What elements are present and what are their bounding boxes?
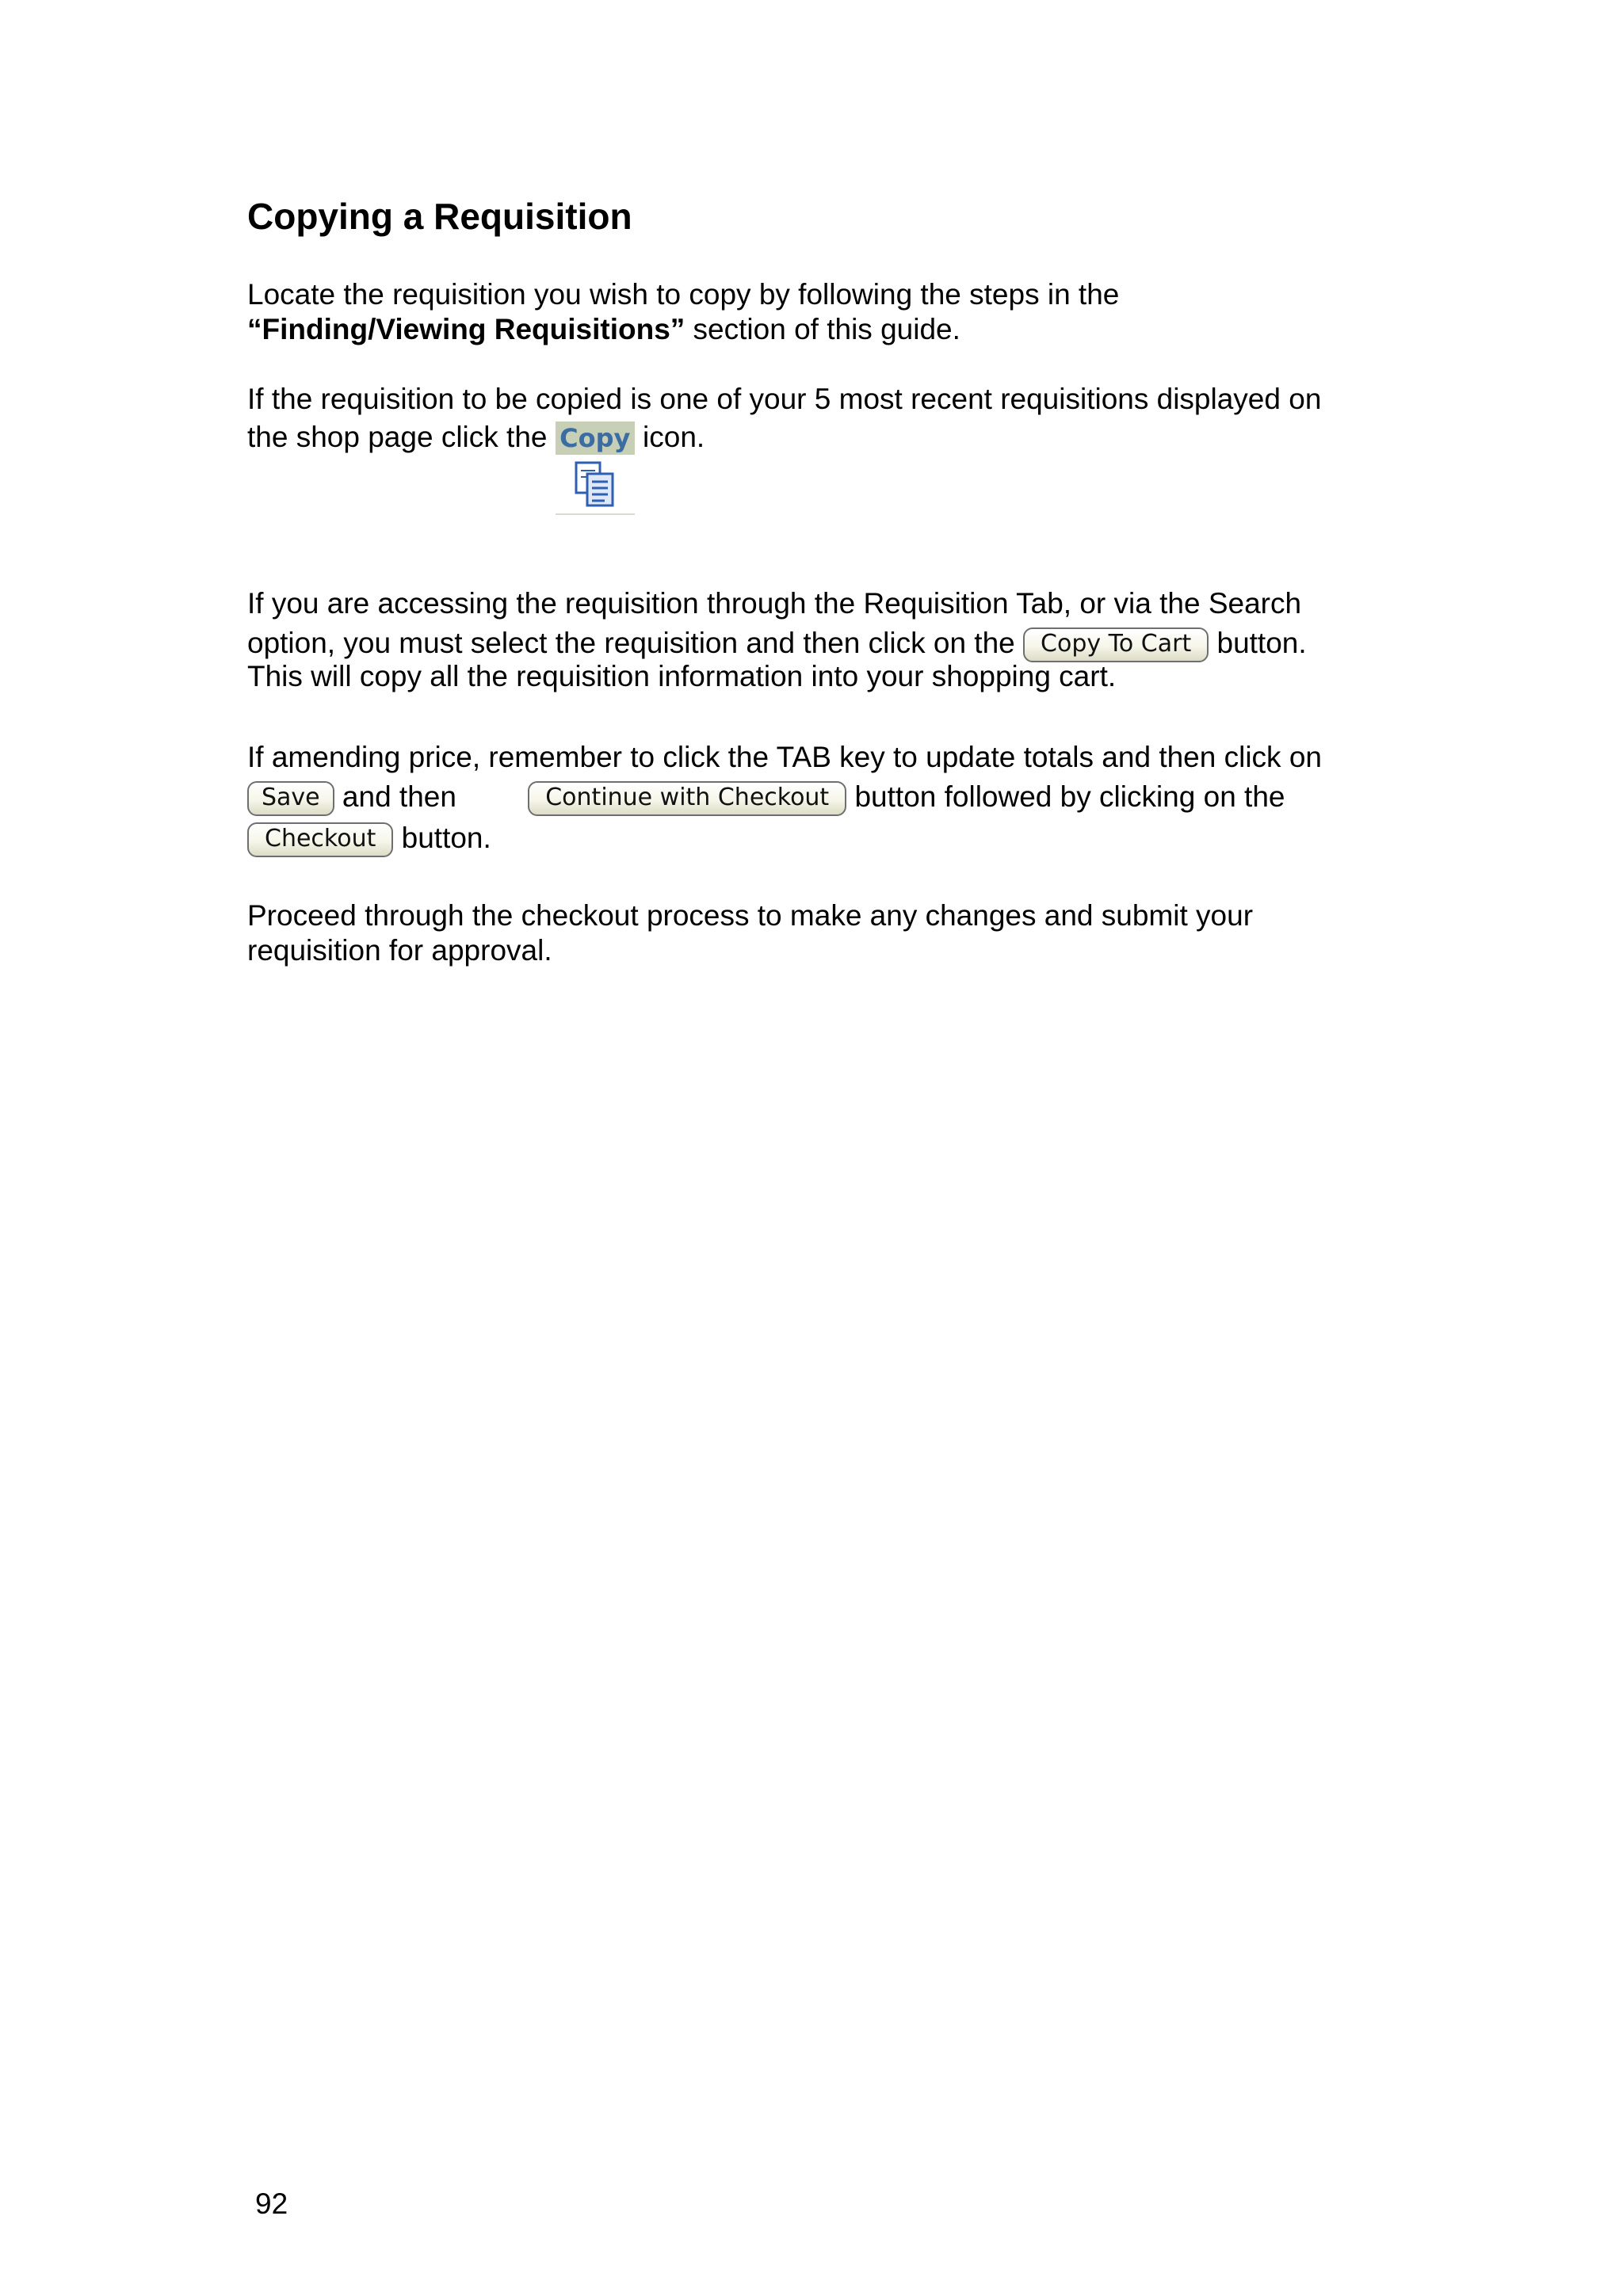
- page-number: 92: [255, 2187, 288, 2220]
- checkout-button: Checkout: [247, 822, 393, 857]
- paragraph-locate: [247, 277, 1388, 347]
- paragraph-recent-line2: [247, 418, 1388, 515]
- paragraph-text: button.: [1209, 627, 1307, 659]
- paragraph-line: If the requisition to be copied is one of your 5 most recent requisitions displayed on: [247, 383, 1322, 415]
- paragraph-line: This will copy all the requisition information into your shopping cart.: [247, 660, 1117, 692]
- paragraph-recent: [247, 382, 1388, 417]
- paragraph-text: icon.: [634, 421, 705, 453]
- copy-icon-label: Copy: [556, 421, 635, 455]
- paragraph-line: [247, 312, 1388, 347]
- paragraph-text: option, you must select the requisition and then click on the: [247, 627, 1024, 659]
- paragraph-text: section of this guide.: [685, 313, 960, 345]
- paragraph-line: [247, 776, 1388, 818]
- paragraph-amending: [247, 740, 1388, 775]
- paragraph-text: and then: [334, 780, 465, 813]
- copy-documents-icon: [556, 455, 635, 515]
- paragraph-text: button followed by clicking on the: [846, 780, 1285, 813]
- paragraph-line: If you are accessing the requisition through the Requisition Tab, or via the Search: [247, 587, 1302, 620]
- paragraph-amending-line2: [247, 776, 1388, 859]
- page-title: Copying a Requisition: [247, 196, 632, 237]
- paragraph-text: button.: [393, 822, 491, 854]
- paragraph-accessing-line2: [247, 621, 1388, 694]
- paragraph-line: [247, 418, 1388, 515]
- paragraph-accessing: [247, 586, 1388, 621]
- paragraph-line: Proceed through the checkout process to make any changes and submit your: [247, 899, 1254, 932]
- paragraph-proceed: [247, 898, 1388, 968]
- paragraph-line: If amending price, remember to click the TAB key to update totals and then click on: [247, 741, 1322, 773]
- save-button: Save: [247, 781, 334, 816]
- copy-to-cart-button: Copy To Cart: [1023, 627, 1209, 662]
- paragraph-line: requisition for approval.: [247, 934, 552, 967]
- paragraph-text: the shop page click the: [247, 421, 556, 453]
- section-reference: “Finding/Viewing Requisitions”: [247, 313, 685, 345]
- copy-icon-image: [556, 421, 635, 515]
- paragraph-line: Locate the requisition you wish to copy by following the steps in the: [247, 278, 1120, 311]
- paragraph-line: [247, 818, 1388, 859]
- continue-with-checkout-button: Continue with Checkout: [528, 781, 846, 816]
- copy-documents-svg: [573, 461, 617, 509]
